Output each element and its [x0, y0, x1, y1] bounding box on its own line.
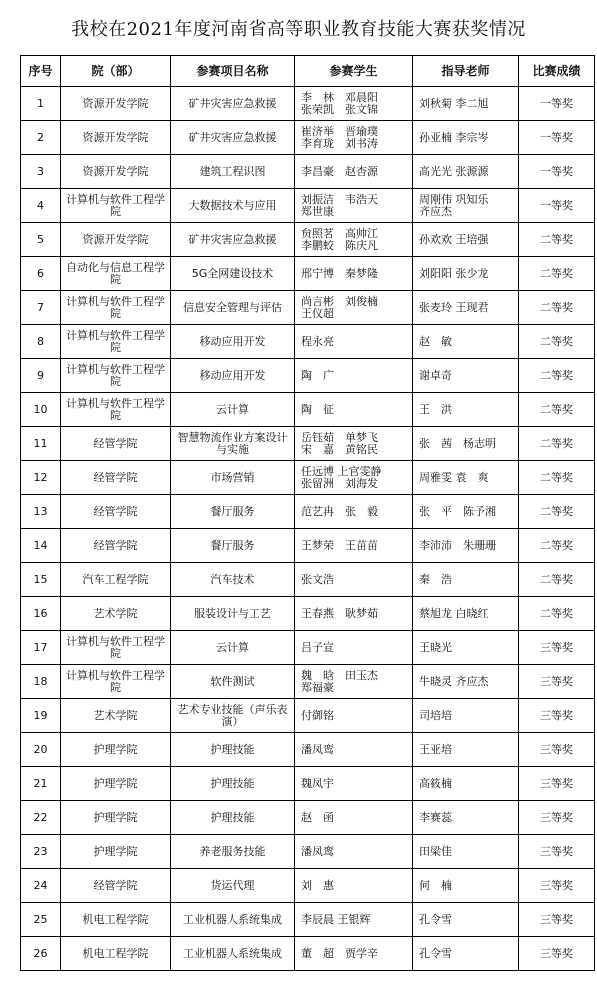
- cell-result: 三等奖: [519, 801, 595, 835]
- cell-result: 二等奖: [519, 257, 595, 291]
- cell-result: 二等奖: [519, 461, 595, 495]
- cell-project: 矿井灾害应急救援: [171, 223, 295, 257]
- cell-project: 工业机器人系统集成: [171, 937, 295, 971]
- cell-students: 陶 广: [295, 359, 413, 393]
- document-title: 我校在2021年度河南省高等职业教育技能大赛获奖情况: [71, 19, 526, 40]
- cell-project: 软件测试: [171, 665, 295, 699]
- cell-students: 任远博 上官雯静 张留洲 刘海发: [295, 461, 413, 495]
- cell-no: 8: [21, 325, 61, 359]
- cell-teachers: 周刚伟 巩知乐 齐应杰: [413, 189, 519, 223]
- cell-result: 一等奖: [519, 189, 595, 223]
- cell-no: 9: [21, 359, 61, 393]
- cell-teachers: 司培培: [413, 699, 519, 733]
- cell-dept: 机电工程学院: [61, 937, 171, 971]
- table-row: [21, 155, 595, 189]
- cell-students: 潘凤鸾: [295, 835, 413, 869]
- table-row: [21, 937, 595, 971]
- cell-no: 18: [21, 665, 61, 699]
- table-row: [21, 427, 595, 461]
- cell-dept: 汽车工程学院: [61, 563, 171, 597]
- cell-project: 信息安全管理与评估: [171, 291, 295, 325]
- cell-dept: 资源开发学院: [61, 155, 171, 189]
- table-row: [21, 903, 595, 937]
- cell-teachers: 王亚培: [413, 733, 519, 767]
- cell-no: 5: [21, 223, 61, 257]
- cell-teachers: 孙亚楠 李宗岑: [413, 121, 519, 155]
- cell-project: 服装设计与工艺: [171, 597, 295, 631]
- cell-dept: 经管学院: [61, 869, 171, 903]
- table-row: [21, 801, 595, 835]
- cell-project: 矿井灾害应急救援: [171, 87, 295, 121]
- cell-teachers: 高光光 张源源: [413, 155, 519, 189]
- cell-result: 三等奖: [519, 835, 595, 869]
- cell-teachers: 张 平 陈予湘: [413, 495, 519, 529]
- cell-students: 吕子宣: [295, 631, 413, 665]
- cell-students: 王春燕 耿梦茹: [295, 597, 413, 631]
- cell-dept: 计算机与软件工程学院: [61, 631, 171, 665]
- cell-no: 17: [21, 631, 61, 665]
- cell-dept: 护理学院: [61, 835, 171, 869]
- cell-teachers: 刘阳阳 张少龙: [413, 257, 519, 291]
- cell-project: 养老服务技能: [171, 835, 295, 869]
- cell-result: 二等奖: [519, 325, 595, 359]
- cell-teachers: 何 楠: [413, 869, 519, 903]
- table-row: [21, 733, 595, 767]
- cell-no: 20: [21, 733, 61, 767]
- header-students: 参赛学生: [295, 56, 413, 87]
- cell-result: 三等奖: [519, 631, 595, 665]
- cell-project: 护理技能: [171, 767, 295, 801]
- cell-no: 16: [21, 597, 61, 631]
- cell-no: 7: [21, 291, 61, 325]
- cell-teachers: 李沛沛 朱珊珊: [413, 529, 519, 563]
- table-row: [21, 869, 595, 903]
- table-row: [21, 257, 595, 291]
- cell-teachers: 刘秋菊 李二旭: [413, 87, 519, 121]
- cell-project: 5G全网建设技术: [171, 257, 295, 291]
- cell-teachers: 孔令雪: [413, 903, 519, 937]
- header-row: [21, 56, 595, 87]
- cell-teachers: 牛晓灵 齐应杰: [413, 665, 519, 699]
- cell-teachers: 田梁佳: [413, 835, 519, 869]
- cell-result: 二等奖: [519, 529, 595, 563]
- cell-students: 李辰晨 王银辉: [295, 903, 413, 937]
- cell-no: 13: [21, 495, 61, 529]
- cell-no: 15: [21, 563, 61, 597]
- table-body: [21, 87, 595, 971]
- table-row: [21, 631, 595, 665]
- cell-dept: 计算机与软件工程学院: [61, 325, 171, 359]
- cell-result: 一等奖: [519, 121, 595, 155]
- cell-students: 王梦荣 王苗苗: [295, 529, 413, 563]
- cell-teachers: 周雅雯 袁 爽: [413, 461, 519, 495]
- cell-dept: 计算机与软件工程学院: [61, 665, 171, 699]
- cell-teachers: 高筱楠: [413, 767, 519, 801]
- cell-result: 三等奖: [519, 699, 595, 733]
- table-row: [21, 393, 595, 427]
- cell-students: 李昌豪 赵杏源: [295, 155, 413, 189]
- cell-students: 魏 晗 田玉杰 郑福豪: [295, 665, 413, 699]
- awards-table: [20, 55, 595, 971]
- cell-dept: 计算机与软件工程学院: [61, 359, 171, 393]
- cell-dept: 护理学院: [61, 733, 171, 767]
- cell-result: 二等奖: [519, 223, 595, 257]
- cell-dept: 艺术学院: [61, 699, 171, 733]
- cell-teachers: 张麦玲 王现君: [413, 291, 519, 325]
- cell-students: 李 林 邓晨阳 张荣凯 张文锦: [295, 87, 413, 121]
- cell-project: 移动应用开发: [171, 359, 295, 393]
- cell-dept: 计算机与软件工程学院: [61, 393, 171, 427]
- cell-project: 移动应用开发: [171, 325, 295, 359]
- cell-teachers: 王 洪: [413, 393, 519, 427]
- table-row: [21, 665, 595, 699]
- cell-students: 邢宁博 秦梦隆: [295, 257, 413, 291]
- cell-project: 餐厅服务: [171, 495, 295, 529]
- cell-result: 三等奖: [519, 733, 595, 767]
- cell-no: 19: [21, 699, 61, 733]
- cell-dept: 资源开发学院: [61, 121, 171, 155]
- cell-result: 二等奖: [519, 563, 595, 597]
- table-row: [21, 529, 595, 563]
- table-row: [21, 291, 595, 325]
- table-row: [21, 597, 595, 631]
- cell-students: 岳钰茹 单梦飞 宋 嘉 黄铭民: [295, 427, 413, 461]
- cell-teachers: 孔令雪: [413, 937, 519, 971]
- cell-teachers: 谢卓奇: [413, 359, 519, 393]
- cell-students: 魏凤宇: [295, 767, 413, 801]
- cell-no: 1: [21, 87, 61, 121]
- cell-project: 护理技能: [171, 801, 295, 835]
- table-row: [21, 189, 595, 223]
- cell-project: 汽车技术: [171, 563, 295, 597]
- cell-teachers: 李赛蕊: [413, 801, 519, 835]
- cell-students: 董 超 贾学辛: [295, 937, 413, 971]
- cell-students: 刘振洁 韦浩天 郑世康: [295, 189, 413, 223]
- table-row: [21, 835, 595, 869]
- cell-teachers: 秦 浩: [413, 563, 519, 597]
- cell-students: 张文浩: [295, 563, 413, 597]
- cell-result: 二等奖: [519, 597, 595, 631]
- cell-students: 贠照茗 高帅江 李鹏蛟 陈庆凡: [295, 223, 413, 257]
- table-row: [21, 767, 595, 801]
- cell-dept: 自动化与信息工程学院: [61, 257, 171, 291]
- cell-no: 21: [21, 767, 61, 801]
- table-row: [21, 223, 595, 257]
- cell-no: 14: [21, 529, 61, 563]
- cell-teachers: 孙欢欢 王培强: [413, 223, 519, 257]
- cell-dept: 经管学院: [61, 461, 171, 495]
- cell-no: 6: [21, 257, 61, 291]
- cell-result: 三等奖: [519, 665, 595, 699]
- cell-no: 10: [21, 393, 61, 427]
- cell-no: 22: [21, 801, 61, 835]
- cell-result: 三等奖: [519, 869, 595, 903]
- cell-project: 市场营销: [171, 461, 295, 495]
- table-row: [21, 359, 595, 393]
- cell-students: 刘 惠: [295, 869, 413, 903]
- cell-students: 程永亮: [295, 325, 413, 359]
- cell-project: 建筑工程识图: [171, 155, 295, 189]
- cell-result: 一等奖: [519, 87, 595, 121]
- cell-project: 艺术专业技能（声乐表演）: [171, 699, 295, 733]
- header-teachers: 指导老师: [413, 56, 519, 87]
- cell-teachers: 张 茜 杨志明: [413, 427, 519, 461]
- cell-teachers: 蔡旭龙 白晓红: [413, 597, 519, 631]
- cell-project: 云计算: [171, 393, 295, 427]
- cell-result: 三等奖: [519, 767, 595, 801]
- cell-students: 范艺冉 张 毅: [295, 495, 413, 529]
- table-row: [21, 121, 595, 155]
- cell-result: 二等奖: [519, 393, 595, 427]
- cell-result: 二等奖: [519, 495, 595, 529]
- cell-dept: 资源开发学院: [61, 223, 171, 257]
- cell-result: 三等奖: [519, 937, 595, 971]
- cell-dept: 护理学院: [61, 801, 171, 835]
- table-row: [21, 87, 595, 121]
- table-row: [21, 699, 595, 733]
- cell-project: 护理技能: [171, 733, 295, 767]
- cell-no: 23: [21, 835, 61, 869]
- cell-students: 赵 函: [295, 801, 413, 835]
- cell-students: 尚言彬 刘俊楠 王仪超: [295, 291, 413, 325]
- cell-no: 2: [21, 121, 61, 155]
- table-row: [21, 495, 595, 529]
- cell-result: 二等奖: [519, 291, 595, 325]
- cell-no: 11: [21, 427, 61, 461]
- cell-project: 矿井灾害应急救援: [171, 121, 295, 155]
- cell-no: 24: [21, 869, 61, 903]
- cell-no: 4: [21, 189, 61, 223]
- cell-no: 12: [21, 461, 61, 495]
- cell-dept: 护理学院: [61, 767, 171, 801]
- cell-teachers: 王晓光: [413, 631, 519, 665]
- cell-project: 餐厅服务: [171, 529, 295, 563]
- cell-students: 陶 征: [295, 393, 413, 427]
- cell-students: 潘凤鸾: [295, 733, 413, 767]
- table-row: [21, 461, 595, 495]
- cell-dept: 计算机与软件工程学院: [61, 189, 171, 223]
- cell-result: 二等奖: [519, 427, 595, 461]
- cell-students: 崔济举 晋瑜璞 李育珑 刘书涛: [295, 121, 413, 155]
- cell-no: 25: [21, 903, 61, 937]
- cell-no: 26: [21, 937, 61, 971]
- cell-result: 三等奖: [519, 903, 595, 937]
- header-result: 比赛成绩: [519, 56, 595, 87]
- header-no: 序号: [21, 56, 61, 87]
- cell-project: 货运代理: [171, 869, 295, 903]
- cell-dept: 计算机与软件工程学院: [61, 291, 171, 325]
- cell-project: 云计算: [171, 631, 295, 665]
- header-dept: 院（部）: [61, 56, 171, 87]
- cell-no: 3: [21, 155, 61, 189]
- cell-dept: 艺术学院: [61, 597, 171, 631]
- table-row: [21, 563, 595, 597]
- cell-project: 智慧物流作业方案设计与实施: [171, 427, 295, 461]
- cell-students: 付御铭: [295, 699, 413, 733]
- cell-dept: 资源开发学院: [61, 87, 171, 121]
- cell-dept: 经管学院: [61, 529, 171, 563]
- cell-dept: 经管学院: [61, 495, 171, 529]
- cell-project: 工业机器人系统集成: [171, 903, 295, 937]
- header-project: 参赛项目名称: [171, 56, 295, 87]
- cell-project: 大数据技术与应用: [171, 189, 295, 223]
- cell-dept: 经管学院: [61, 427, 171, 461]
- table-row: [21, 325, 595, 359]
- cell-teachers: 赵 敏: [413, 325, 519, 359]
- cell-result: 一等奖: [519, 155, 595, 189]
- cell-result: 二等奖: [519, 359, 595, 393]
- cell-dept: 机电工程学院: [61, 903, 171, 937]
